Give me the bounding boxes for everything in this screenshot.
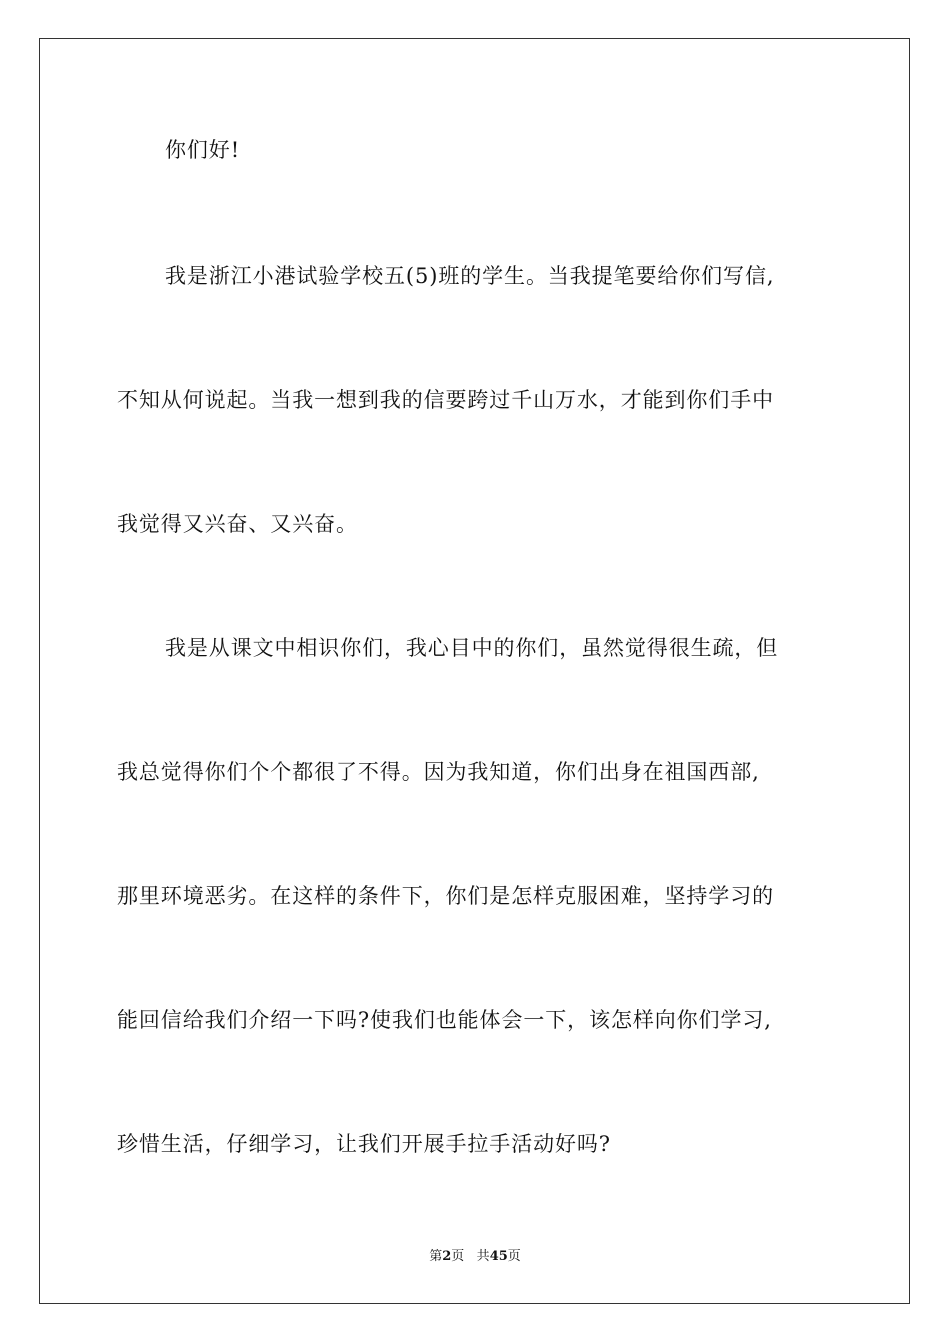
paragraph-line: 能回信给我们介绍一下吗?使我们也能体会一下，该怎样向你们学习, [117, 1008, 772, 1032]
page-suffix: 页 [451, 1249, 465, 1264]
paragraph-line: 我是从课文中相识你们，我心目中的你们，虽然觉得很生疏，但 [165, 636, 779, 660]
paragraph-line: 我是浙江小港试验学校五(5)班的学生。当我提笔要给你们写信, [165, 264, 775, 288]
paragraph-line: 珍惜生活，仔细学习，让我们开展手拉手活动好吗? [117, 1132, 611, 1156]
paragraph-line: 我觉得又兴奋、又兴奋。 [117, 512, 358, 536]
page-prefix: 第 [429, 1249, 443, 1264]
page-footer [0, 1248, 950, 1266]
total-suffix: 页 [507, 1249, 521, 1264]
paragraph-line: 不知从何说起。当我一想到我的信要跨过千山万水，才能到你们手中 [117, 388, 774, 412]
paragraph-line: 我总觉得你们个个都很了不得。因为我知道，你们出身在祖国西部, [117, 760, 760, 784]
total-prefix: 共 [476, 1249, 490, 1264]
page-number: 2 [442, 1249, 452, 1264]
total-pages: 45 [489, 1249, 508, 1264]
paragraph-line: 那里环境恶劣。在这样的条件下，你们是怎样克服困难，坚持学习的 [117, 884, 774, 908]
greeting-line: 你们好! [165, 138, 241, 162]
page-border [39, 38, 910, 1304]
